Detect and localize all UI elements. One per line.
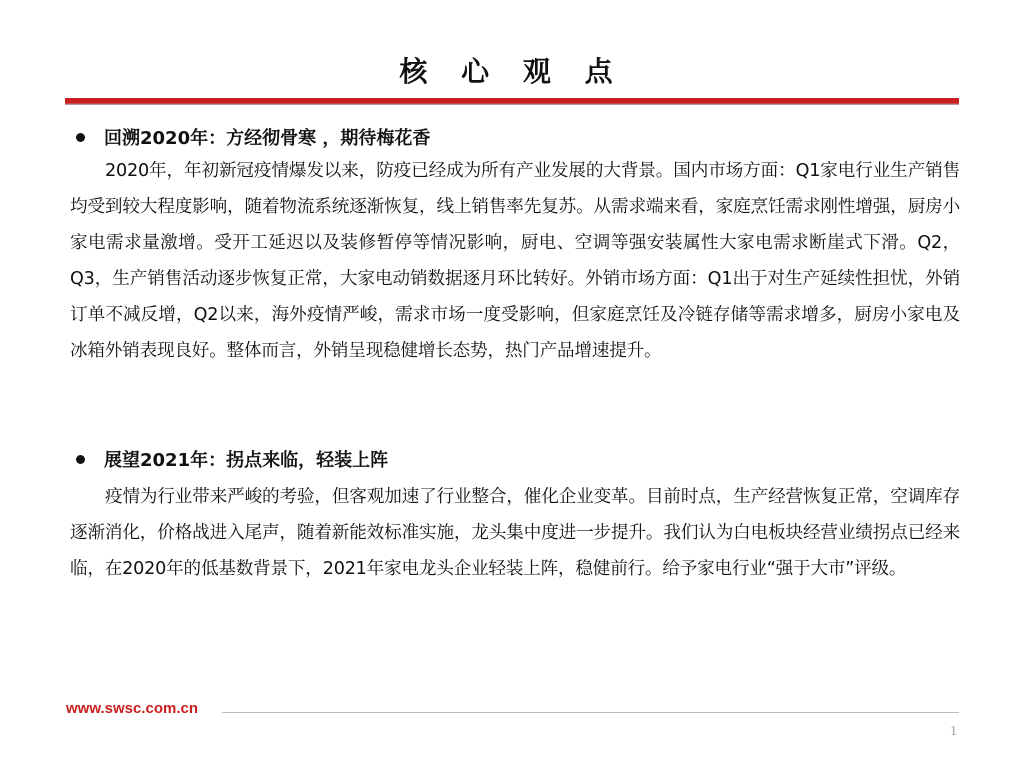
section-body: 疫情为行业带来严峻的考验，但客观加速了行业整合，催化企业变革。目前时点，生产经营恢复正常，空调库存逐渐消化，价格战进入尾声，随着新能效标准实施，龙头集中度进一步提升。我们认为白电板块经营业绩拐点已经来临，在2020年的低基数背景下，2021年家电龙头企业轻装上阵，稳健前行。给予家电行业“强于大市”评级。 [70, 487, 960, 579]
section-heading-row [70, 123, 960, 151]
section-heading: 回溯2020年：方经彻骨寒 ，期待梅花香 [104, 128, 431, 149]
section-heading: 展望2021年：拐点来临，轻装上阵 [104, 450, 389, 471]
section-heading-row [70, 445, 960, 473]
bullet-dot-icon [76, 455, 85, 464]
section-outlook-2021 [70, 445, 960, 587]
section-body: 2020年，年初新冠疫情爆发以来，防疫已经成为所有产业发展的大背景。国内市场方面：Q1家电行业生产销售均受到较大程度影响，随着物流系统逐渐恢复，线上销售率先复苏。从需求端来看，家庭烹饪需求刚性增强，厨房小家电需求量激增。受开工延迟以及装修暂停等情况影响，厨电、空调等强安装属性大家电需求断崖式下滑。Q2，Q3，生产销售活动逐步恢复正常，大家电动销数据逐月环比转好。外销市场方面：Q1出于对生产延续性担忧，外销订单不减反增，Q2以来，海外疫情严峻，需求市场一度受影响，但家庭烹饪及冷链存储等需求增多，厨房小家电及冰箱外销表现良好。整体而言，外销呈现稳健增长态势，热门产品增速提升。 [70, 161, 960, 361]
slide-title: 核 心 观 点 [399, 55, 625, 88]
bullet-dot-icon [76, 133, 85, 142]
section-review-2020 [70, 123, 960, 369]
footer-url: www.swsc.com.cn [66, 700, 198, 717]
page-number: 1 [950, 724, 957, 739]
footer-divider [222, 712, 959, 713]
title-divider [65, 98, 959, 105]
